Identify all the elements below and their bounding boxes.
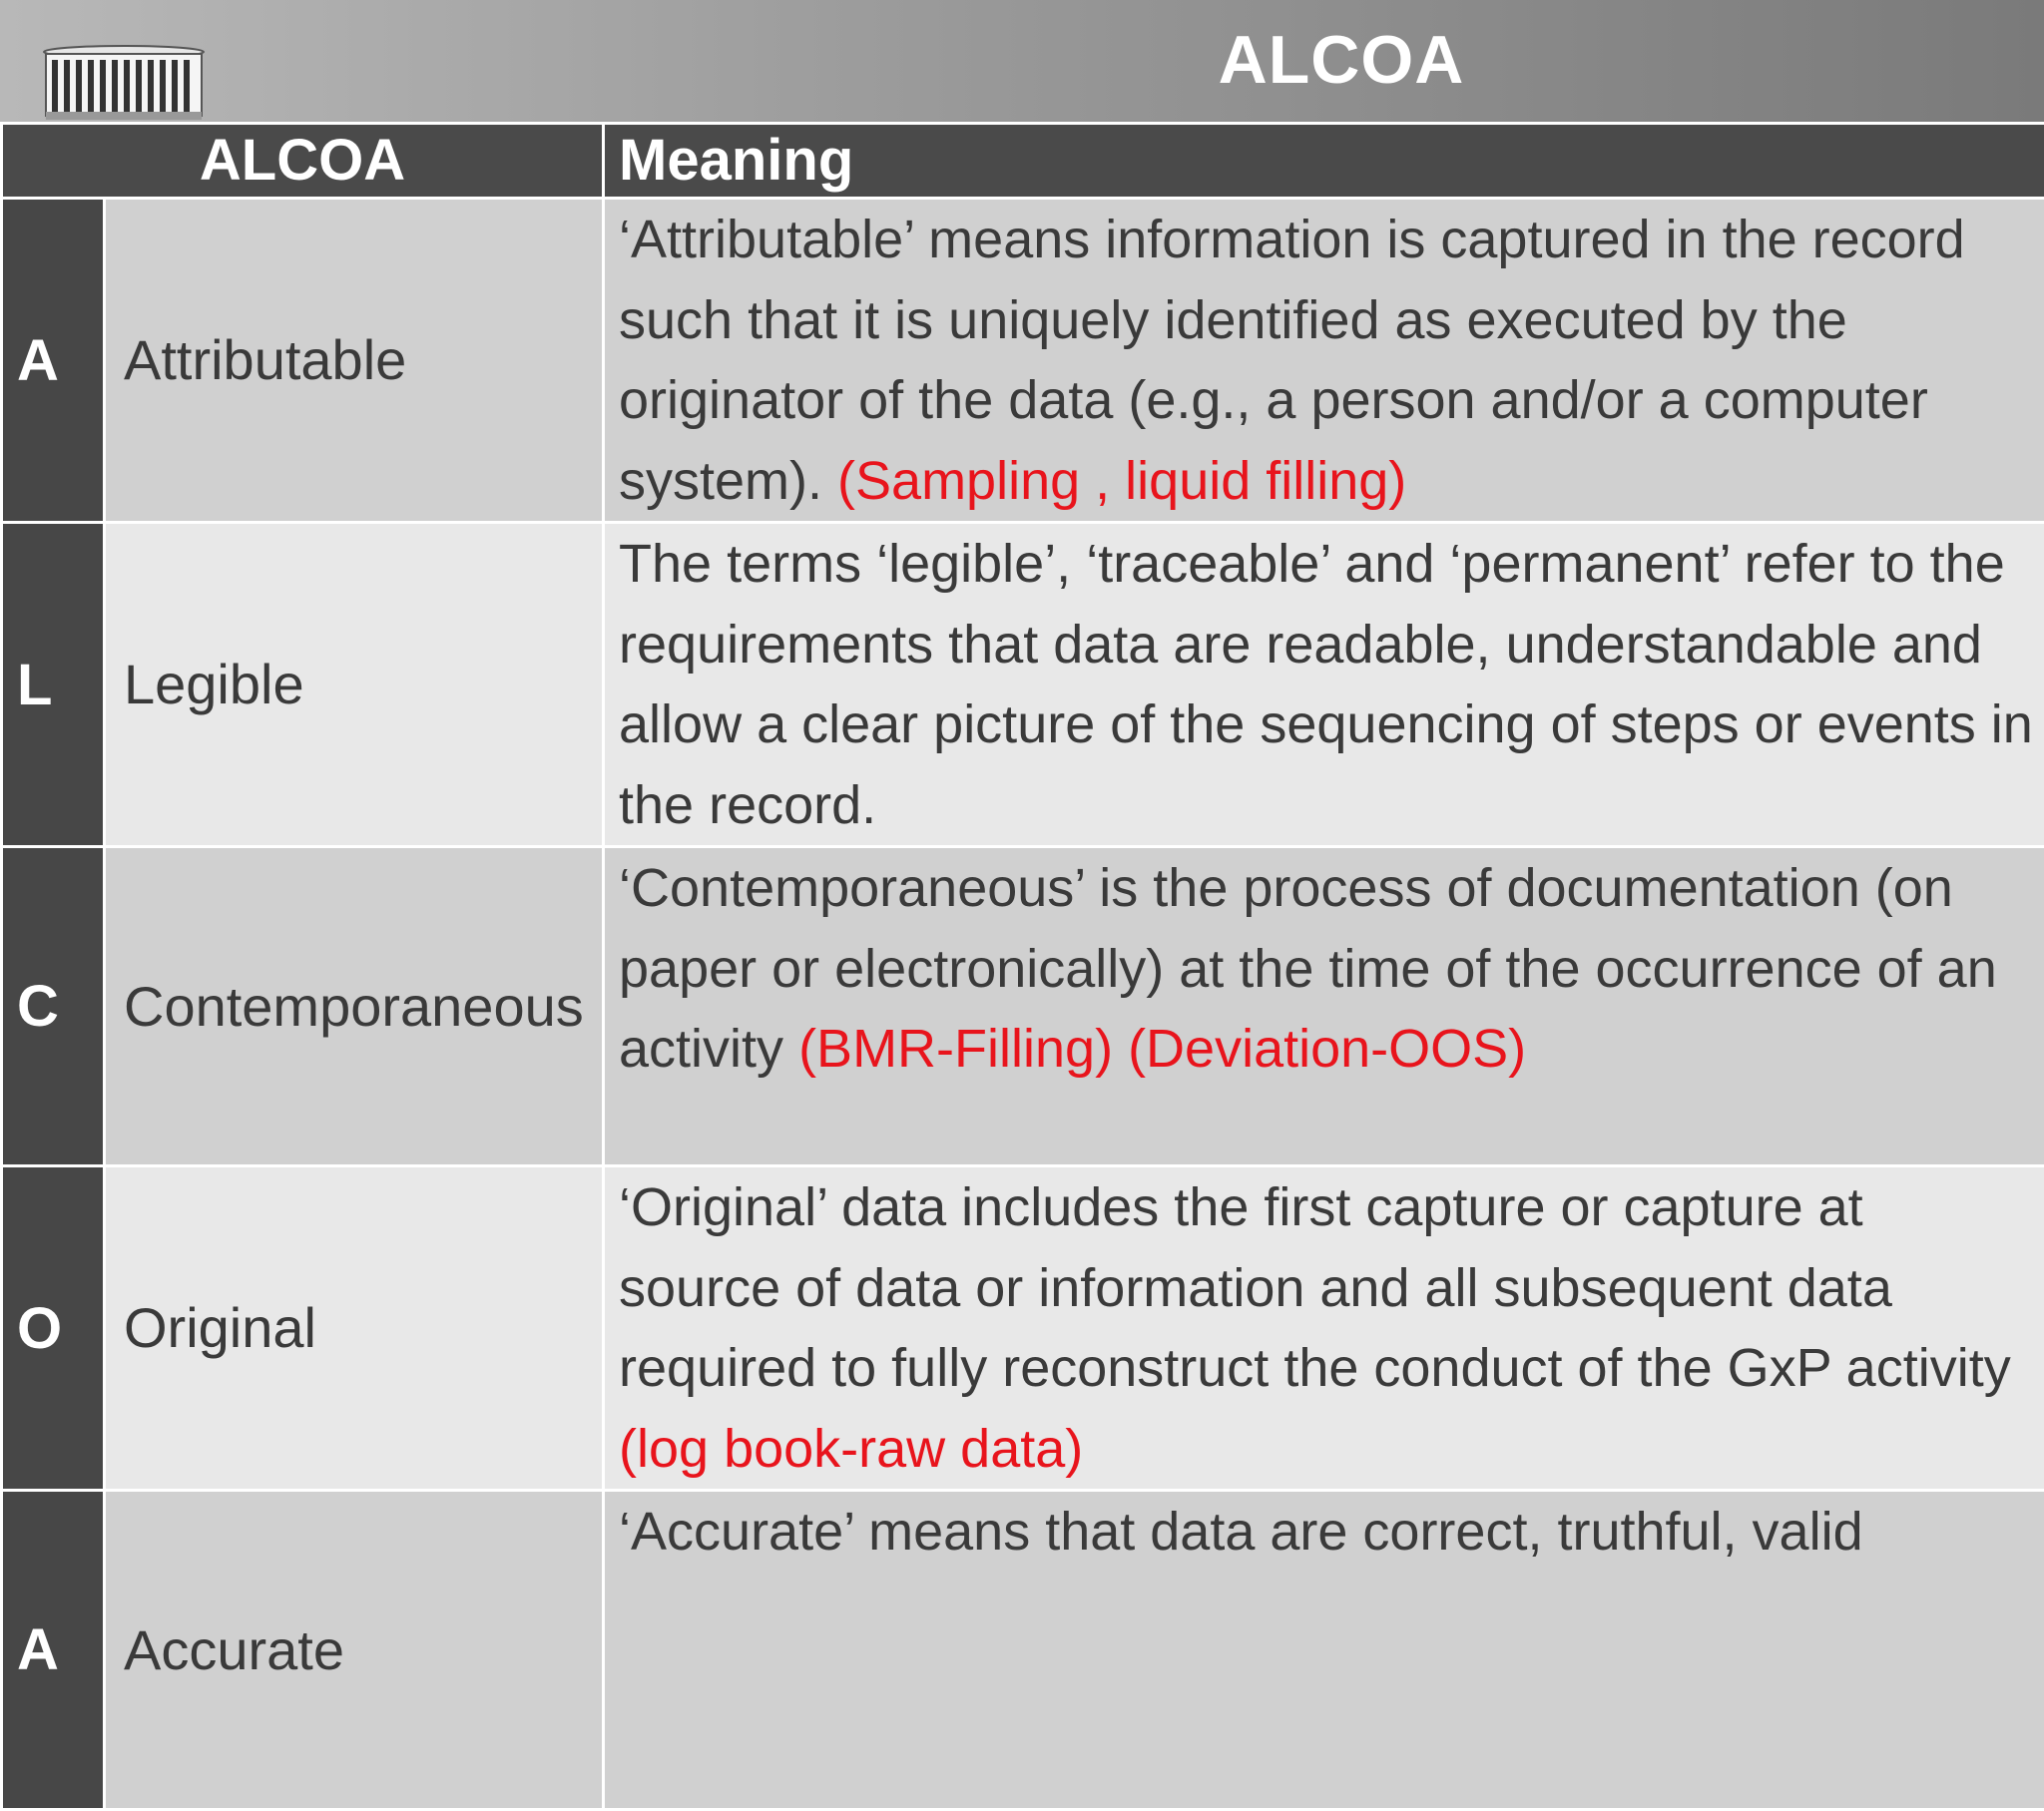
meaning-text: The terms ‘legible’, ‘traceable’ and ‘permanent’ refer to the requirements that data are readable, understandable and allow a clear picture of the sequencing of steps or events in the record. xyxy=(619,534,2033,835)
row-term: Attributable xyxy=(105,199,604,523)
meaning-example: (log book-raw data) xyxy=(619,1419,1083,1479)
row-meaning xyxy=(604,199,2044,523)
row-meaning xyxy=(604,1491,2044,1810)
table-row xyxy=(2,523,2044,847)
meaning-text: ‘Attributable’ means information is captured in the record such that it is uniquely identified as executed by the originator of the data (e.g., a person and/or a computer system). xyxy=(619,210,1965,511)
row-letter: L xyxy=(2,523,105,847)
meaning-example: (Sampling , liquid filling) xyxy=(837,451,1406,511)
row-letter: O xyxy=(2,1166,105,1491)
row-meaning xyxy=(604,847,2044,1166)
row-term: Accurate xyxy=(105,1491,604,1810)
slide-title: ALCOA xyxy=(639,20,2044,100)
table-row xyxy=(2,199,2044,523)
header-alcoa: ALCOA xyxy=(2,124,604,199)
header-meaning: Meaning xyxy=(604,124,2044,199)
row-meaning xyxy=(604,523,2044,847)
meaning-text: ‘Original’ data includes the first capture or capture at source of data or information and all subsequent data required to fully reconstruct the conduct of the GxP activity xyxy=(619,1177,2011,1398)
row-term: Contemporaneous xyxy=(105,847,604,1166)
title-bar xyxy=(0,0,2044,123)
alcoa-table xyxy=(0,122,2044,1811)
table-row xyxy=(2,847,2044,1166)
table-row xyxy=(2,1491,2044,1810)
row-term: Legible xyxy=(105,523,604,847)
meaning-example: (BMR-Filling) (Deviation-OOS) xyxy=(798,1019,1526,1079)
row-meaning xyxy=(604,1166,2044,1491)
row-term: Original xyxy=(105,1166,604,1491)
pill-blister-icon xyxy=(38,44,210,122)
row-letter: A xyxy=(2,199,105,523)
table-header-row xyxy=(2,124,2044,199)
row-letter: C xyxy=(2,847,105,1166)
row-letter: A xyxy=(2,1491,105,1810)
meaning-text: ‘Accurate’ means that data are correct, truthful, valid xyxy=(619,1502,1863,1562)
table-row xyxy=(2,1166,2044,1491)
meaning-text: ‘Contemporaneous’ is the process of documentation (on paper or electronically) at the time of the occurrence of an activity xyxy=(619,858,1997,1079)
